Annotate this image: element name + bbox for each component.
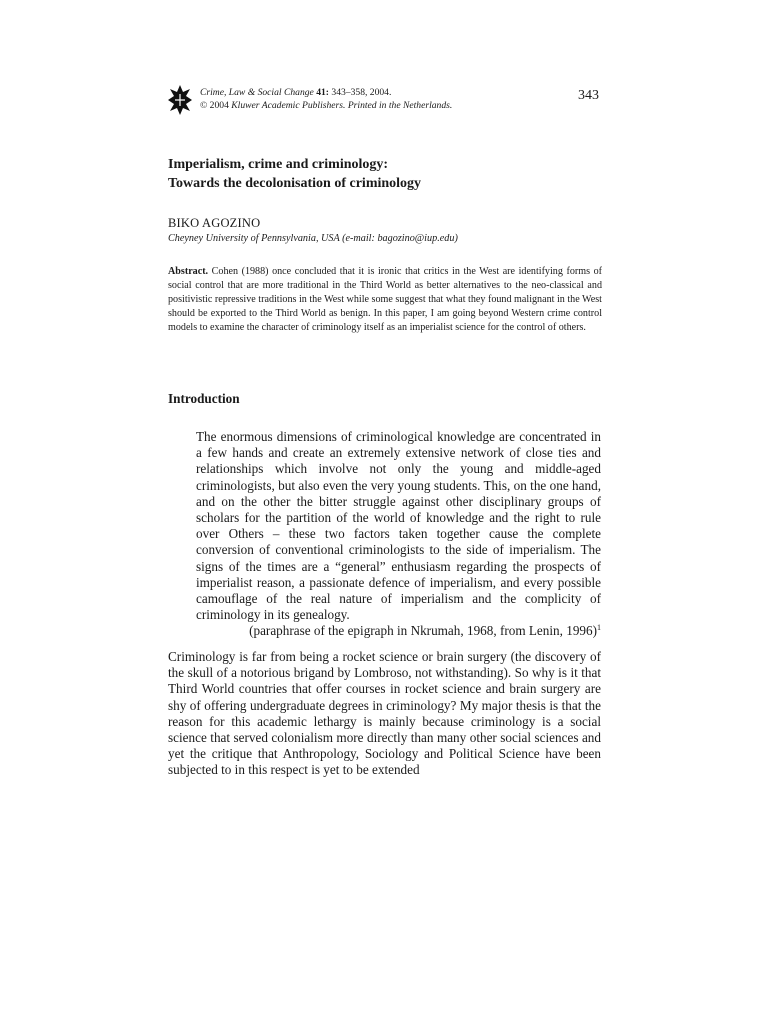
epigraph-quote (196, 429, 601, 640)
publisher-logo-icon (168, 85, 192, 115)
article-title-line-1: Imperialism, crime and criminology: (168, 157, 389, 172)
footnote-marker[interactable]: 1 (597, 623, 601, 633)
body-text (168, 649, 601, 779)
author-affiliation: Cheyney University of Pennsylvania, USA (e-mail: bagozino@iup.edu) (168, 233, 458, 244)
copyright-notice: © 2004 (200, 100, 229, 111)
journal-pages-year: 343–358, 2004. (331, 87, 392, 98)
section-heading: Introduction (168, 391, 240, 406)
body-paragraph-1: Criminology is far from being a rocket science or brain surgery (the discovery of the skull of a notorious brigand by Lombroso, not withstanding). So why is it that Third World countries that offer courses in rocket science and brain surgery are shy of offering undergraduate degrees in criminology? My major thesis is that the reason for this academic lethargy is mainly because criminology is a social science that served colonialism more directly than many other social sciences and yet the critique that Anthropology, Sociology and Political Science have been subjected to in this respect is yet to be extended (168, 649, 601, 778)
epigraph-text: The enormous dimensions of criminological knowledge are concentrated in a few hands and create an extremely extensive network of close ties and relationships which involve not only the young and middle-aged criminologists, but also even the very young students. This, on the one hand, and on the other the bitter struggle against other disciplinary groups of scholars for the partition of the world of knowledge and the right to rule over Others – these two factors taken together cause the complete conversion of conventional criminologists to the side of imperialism. The signs of the times are a “general” enthusiasm regarding the prospects of imperialist reason, a passionate defence of imperialism, and every possible camouflage of the real nature of imperialism and the complicity of criminology in its genealogy. (196, 429, 601, 623)
abstract (168, 265, 602, 335)
article-title-line-2: Towards the decolonisation of criminology (168, 176, 422, 191)
epigraph-source-text: (paraphrase of the epigraph in Nkrumah, 1968, from Lenin, 1996) (249, 623, 597, 639)
author-name: BIKO AGOZINO (168, 216, 261, 230)
article-title (168, 155, 421, 193)
abstract-text: Cohen (1988) once concluded that it is ironic that critics in the West are identifying forms of social control that are more traditional in the Third World as better alternatives to the neo-classical and positivistic repressive traditions in the West while some suggest that what they found malignant in the West should be exported to the Third World as benign. In this paper, I am going beyond Western crime control models to examine the character of criminology itself as an imperialist science for the control of others. (168, 266, 602, 334)
abstract-label: Abstract. (168, 266, 209, 277)
publisher-line: Kluwer Academic Publishers. Printed in the Netherlands. (231, 100, 453, 111)
epigraph-source (196, 623, 601, 639)
journal-volume: 41: (316, 87, 329, 98)
page-number: 343 (578, 88, 599, 103)
journal-citation (200, 86, 452, 112)
journal-name: Crime, Law & Social Change (200, 87, 314, 98)
